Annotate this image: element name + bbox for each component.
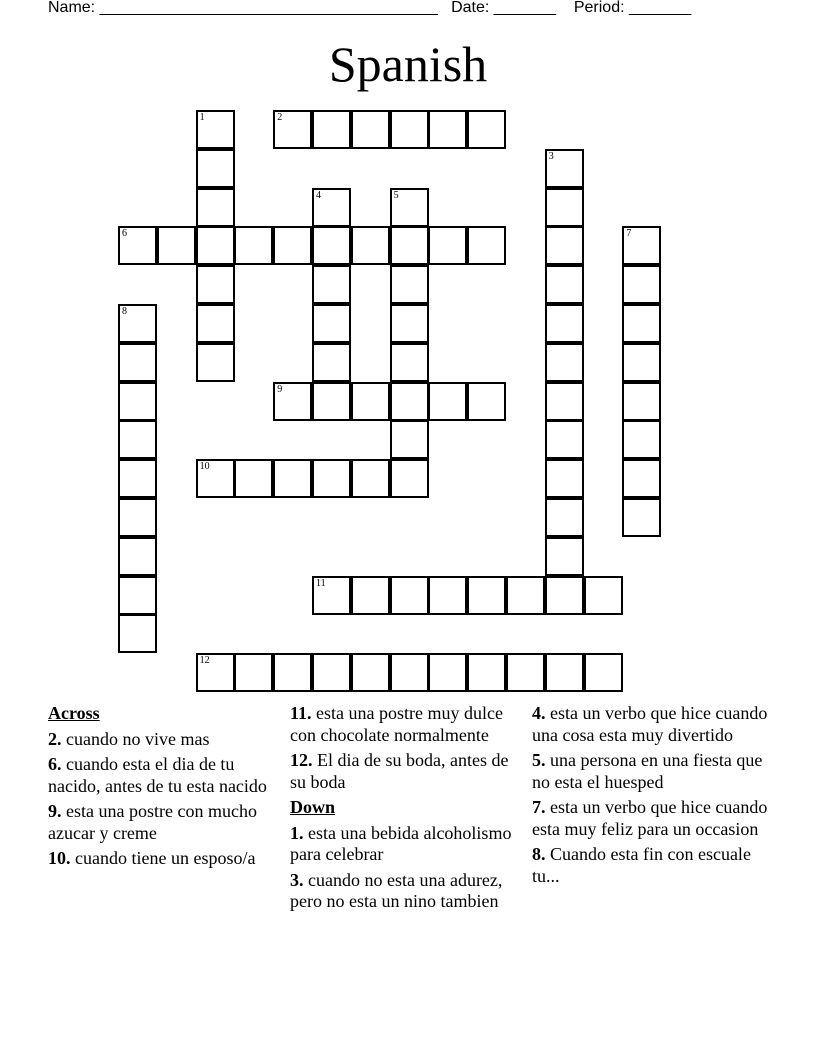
clue-item-number: 11. — [290, 703, 312, 723]
grid-cell[interactable] — [622, 382, 661, 421]
clue-column-3 — [532, 703, 768, 891]
grid-cell[interactable] — [196, 304, 235, 343]
grid-cell[interactable] — [545, 459, 584, 498]
grid-cell[interactable] — [312, 653, 351, 692]
clue-item-number: 6. — [48, 754, 62, 774]
grid-cell[interactable] — [196, 188, 235, 227]
grid-cell[interactable] — [545, 188, 584, 227]
clue-item-number: 1. — [290, 822, 304, 843]
clue-item-text: Cuando esta fin con escuale tu... — [532, 844, 751, 886]
clue-item-text: cuando no esta una adurez, pero no esta un nino tambien — [290, 869, 503, 911]
clue-item-text: cuando esta el dia de tu nacido, antes de tu esta nacido — [48, 754, 267, 796]
clue-item — [290, 750, 526, 793]
grid-cell[interactable] — [196, 265, 235, 304]
grid-cell[interactable] — [390, 226, 429, 265]
grid-cell[interactable] — [312, 304, 351, 343]
clue-item-text: cuando tiene un esposo/a — [70, 848, 256, 868]
grid-cell[interactable] — [312, 576, 351, 615]
grid-cell[interactable] — [118, 382, 157, 421]
grid-cell[interactable] — [622, 420, 661, 459]
grid-cell[interactable] — [545, 304, 584, 343]
grid-cell[interactable] — [584, 653, 623, 692]
grid-cell[interactable] — [622, 226, 661, 265]
grid-cell[interactable] — [312, 265, 351, 304]
clue-item — [532, 703, 768, 746]
grid-cell[interactable] — [118, 304, 157, 343]
clue-item — [532, 844, 768, 887]
clue-item — [290, 823, 526, 866]
grid-cell[interactable] — [545, 420, 584, 459]
name-blank: ______________________________________ — [99, 0, 438, 16]
grid-cell[interactable] — [118, 343, 157, 382]
grid-cell[interactable] — [390, 304, 429, 343]
clue-number: 10 — [199, 461, 210, 473]
clue-item — [48, 754, 284, 797]
grid-cell[interactable] — [584, 576, 623, 615]
grid-cell[interactable] — [234, 226, 273, 265]
page-title: Spanish — [328, 36, 488, 92]
grid-cell[interactable] — [312, 459, 351, 498]
grid-cell[interactable] — [196, 149, 235, 188]
clue-item-number: 9. — [48, 801, 62, 821]
clue-section-heading: Down — [290, 797, 336, 817]
grid-cell[interactable] — [273, 382, 312, 421]
grid-cell[interactable] — [351, 576, 390, 615]
grid-cell[interactable] — [273, 459, 312, 498]
clue-item-text: esta un verbo que hice cuando esta muy feliz para un occasion — [532, 797, 768, 839]
grid-cell[interactable] — [118, 459, 157, 498]
grid-cell[interactable] — [196, 653, 235, 692]
clue-item-number: 7. — [532, 797, 546, 817]
grid-cell[interactable] — [351, 110, 390, 149]
grid-cell[interactable] — [196, 459, 235, 498]
clue-item — [532, 797, 768, 840]
grid-cell[interactable] — [118, 614, 157, 653]
grid-cell[interactable] — [390, 653, 429, 692]
grid-cell[interactable] — [273, 110, 312, 149]
grid-cell[interactable] — [506, 653, 545, 692]
name-label: Name: — [48, 0, 96, 16]
grid-cell[interactable] — [428, 382, 467, 421]
grid-cell[interactable] — [545, 537, 584, 576]
clue-number: 4 — [316, 189, 321, 201]
grid-cell[interactable] — [196, 343, 235, 382]
grid-cell[interactable] — [545, 382, 584, 421]
grid-cell[interactable] — [428, 653, 467, 692]
grid-cell[interactable] — [545, 498, 584, 537]
grid-cell[interactable] — [545, 226, 584, 265]
grid-cell[interactable] — [118, 576, 157, 615]
clue-item-number: 4. — [532, 703, 546, 723]
grid-cell[interactable] — [390, 382, 429, 421]
grid-cell[interactable] — [545, 653, 584, 692]
grid-cell[interactable] — [157, 226, 196, 265]
grid-cell[interactable] — [467, 382, 506, 421]
clue-number: 11 — [316, 577, 326, 589]
clue-item — [532, 750, 768, 793]
clue-item-number: 8. — [532, 844, 546, 864]
clue-number: 8 — [122, 306, 127, 317]
grid-cell[interactable] — [622, 304, 661, 343]
clue-item-text: esta una postre muy dulce con chocolate normalmente — [290, 703, 503, 745]
clue-item-number: 5. — [532, 750, 546, 770]
clue-item — [290, 703, 526, 746]
clue-column-1 — [48, 703, 284, 874]
grid-cell[interactable] — [351, 382, 390, 421]
grid-cell[interactable] — [118, 226, 157, 265]
grid-cell[interactable] — [312, 226, 351, 265]
clue-number: 3 — [548, 150, 554, 162]
grid-cell[interactable] — [118, 420, 157, 459]
clue-item — [48, 729, 284, 751]
grid-cell[interactable] — [312, 343, 351, 382]
clue-item — [48, 848, 284, 870]
grid-cell[interactable] — [622, 498, 661, 537]
clue-column-2 — [290, 703, 526, 917]
grid-cell[interactable] — [312, 188, 351, 227]
clue-number: 12 — [199, 655, 210, 667]
grid-cell[interactable] — [196, 110, 235, 149]
grid-cell[interactable] — [428, 226, 467, 265]
date-label: Date: — [451, 0, 490, 16]
period-label: Period: — [573, 0, 625, 16]
clue-number: 7 — [626, 228, 632, 240]
grid-cell[interactable] — [273, 653, 312, 692]
grid-cell[interactable] — [545, 265, 584, 304]
grid-cell[interactable] — [467, 576, 506, 615]
grid-cell[interactable] — [273, 226, 312, 265]
grid-cell[interactable] — [390, 110, 429, 149]
clue-item-text: esta una bebida alcoholismo para celebrar — [290, 822, 512, 864]
grid-cell[interactable] — [351, 226, 390, 265]
grid-cell[interactable] — [312, 382, 351, 421]
date-blank: _______ — [493, 0, 557, 16]
grid-cell[interactable] — [622, 265, 661, 304]
clue-number: 2 — [277, 112, 283, 123]
grid-cell[interactable] — [622, 343, 661, 382]
clue-number: 5 — [393, 189, 399, 201]
clue-item — [290, 870, 526, 913]
clue-item-number: 3. — [290, 869, 304, 890]
grid-cell[interactable] — [622, 459, 661, 498]
clue-item-text: esta una postre con mucho azucar y creme — [48, 801, 257, 843]
grid-cell[interactable] — [428, 110, 467, 149]
grid-cell[interactable] — [390, 459, 429, 498]
clue-item-number: 10. — [48, 848, 71, 868]
clue-section-heading: Across — [48, 703, 100, 723]
grid-cell[interactable] — [428, 576, 467, 615]
clue-number: 9 — [277, 383, 283, 395]
grid-cell[interactable] — [390, 576, 429, 615]
grid-cell[interactable] — [467, 110, 506, 149]
clue-item-text: una persona en una fiesta que no esta el huesped — [532, 750, 763, 792]
grid-cell[interactable] — [351, 459, 390, 498]
clue-number: 1 — [199, 112, 205, 123]
clue-item-number: 2. — [48, 728, 62, 749]
grid-cell[interactable] — [234, 459, 273, 498]
grid-cell[interactable] — [467, 653, 506, 692]
grid-cell[interactable] — [390, 343, 429, 382]
grid-cell[interactable] — [506, 576, 545, 615]
grid-cell[interactable] — [545, 576, 584, 615]
clue-item-number: 12. — [290, 750, 313, 770]
grid-cell[interactable] — [390, 420, 429, 459]
grid-cell[interactable] — [545, 343, 584, 382]
header-line — [48, 0, 691, 17]
grid-cell[interactable] — [390, 188, 429, 227]
grid-cell[interactable] — [234, 653, 273, 692]
clue-item — [48, 801, 284, 844]
clue-item-text: cuando no vive mas — [61, 728, 210, 749]
grid-cell[interactable] — [312, 110, 351, 149]
period-blank: _______ — [629, 0, 692, 16]
grid-cell[interactable] — [196, 226, 235, 265]
grid-cell[interactable] — [118, 498, 157, 537]
grid-cell[interactable] — [467, 226, 506, 265]
clue-item-text: El dia de su boda, antes de su boda — [290, 750, 509, 792]
clue-item-text: esta un verbo que hice cuando una cosa esta muy divertido — [532, 703, 768, 745]
grid-cell[interactable] — [351, 653, 390, 692]
clue-number: 6 — [122, 228, 127, 240]
grid-cell[interactable] — [118, 537, 157, 576]
grid-cell[interactable] — [545, 149, 584, 188]
grid-cell[interactable] — [390, 265, 429, 304]
